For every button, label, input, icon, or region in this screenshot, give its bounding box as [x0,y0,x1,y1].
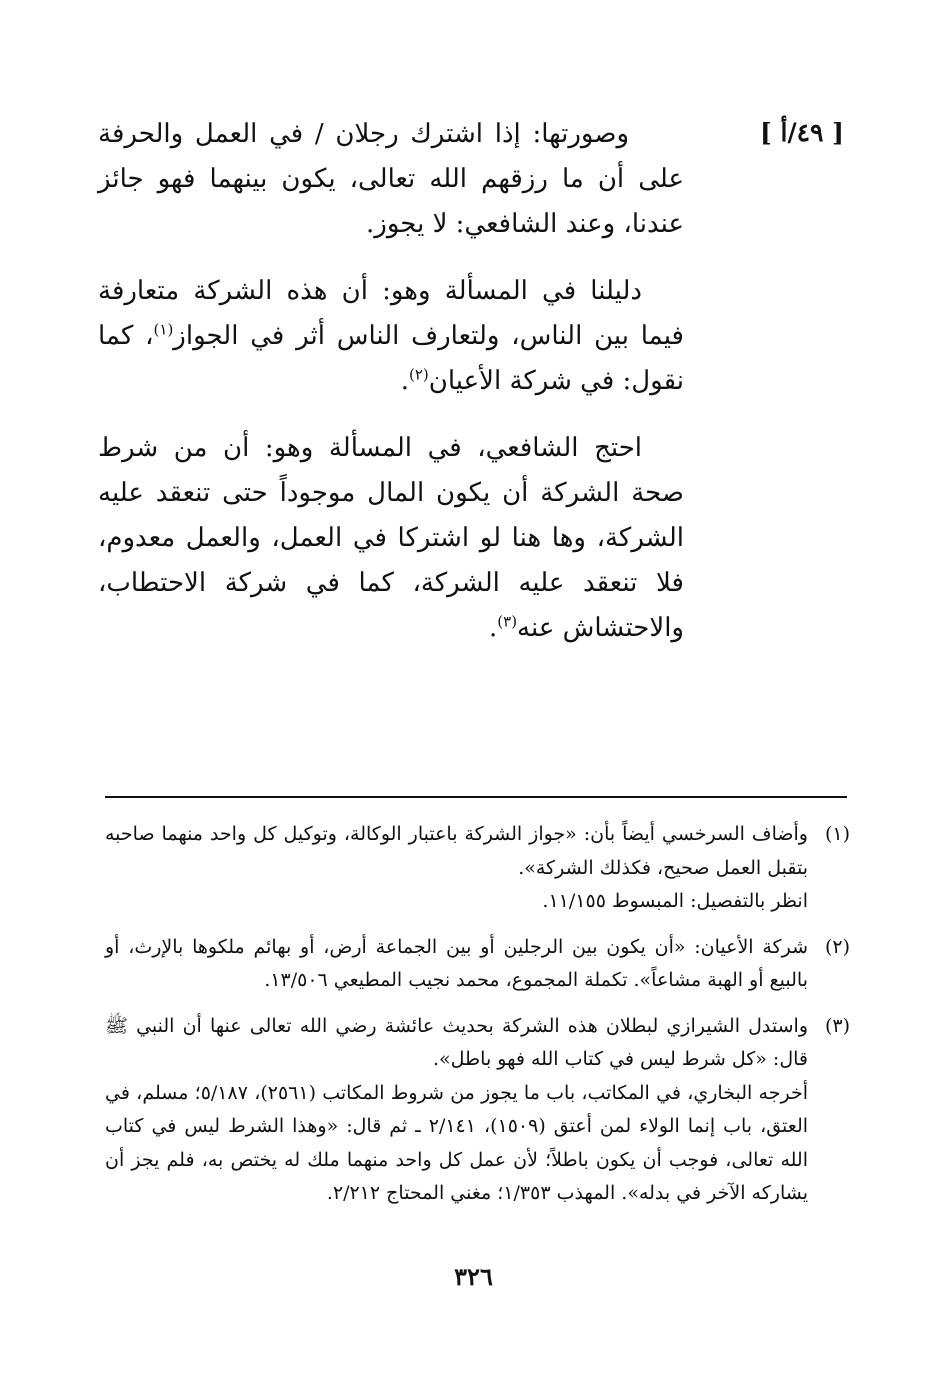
footnote-line: واستدل الشيرازي لبطلان هذه الشركة بحديث عائشة رضي الله تعالى عنها أن النبي ﷺ قال: «كل شرط ليس في كتاب الله فهو باطل». [105,1014,808,1070]
paragraph-our-evidence [98,269,684,404]
paragraph-definition-text: وصورتها: إذا اشترك رجلان / في العمل والحرفة على أن ما رزقهم الله تعالى، يكون بينهما فهو جائز عندنا، وعند الشافعي: لا يجوز. [98,119,684,239]
manuscript-folio-reference: [ ٤٩/أ ] [759,118,844,147]
footnote-3 [105,1010,850,1211]
paragraph-shafii-argument-text-1: احتج الشافعي، في المسألة وهو: أن من شرط صحة الشركة أن يكون المال موجوداً حتى تنعقد عليه الشركة، وها هنا لو اشتركا في العمل، والعمل معدوم، فلا تنعقد عليه الشركة، كما في شركة الاحتطاب، والاحتشاش عنه [98,433,684,643]
footnotes-section [105,818,850,1223]
footnote-line: أخرجه البخاري، في المكاتب، باب ما يجوز من شروط المكاتب (٢٥٦١)، ٥/١٨٧؛ مسلم، في العتق، باب إنما الولاء لمن أعتق (١٥٠٩)، ٢/١٤١ ـ ثم قال: «وهذا الشرط ليس في كتاب الله تعالى، فوجب أن يكون باطلاً؛ لأن عمل كل واحد منهما ملك له يختص به، فلم يجز أن يشاركه الآخر في بدله». المهذب ١/٣٥٣؛ مغني المحتاج ٢/٢١٢. [105,1081,809,1204]
footnote-number: (١) [824,823,850,845]
footnote-number: (٢) [824,935,850,958]
footnote-divider [105,796,847,798]
paragraph-shafii-argument [98,426,684,651]
footnote-number: (٣) [824,1014,850,1037]
footnote-body [105,818,808,919]
paragraph-definition [98,112,684,247]
paragraph-our-evidence-text-3: . [400,366,409,396]
footnote-line: انظر بالتفصيل: المبسوط ١١/١٥٥. [542,890,808,912]
main-text-body [98,112,684,673]
footnote-2 [105,931,850,998]
paragraph-shafii-argument-text-2: . [489,613,498,643]
paragraph-our-evidence-text-1: دليلنا في المسألة وهو: أن هذه الشركة متعارفة فيما بين الناس، ولتعارف الناس أثر في الجواز [98,276,684,351]
footnote-ref-3[interactable]: (٣) [497,612,518,631]
page-number: ٣٢٦ [454,1262,493,1291]
footnote-body [105,931,808,998]
footnote-ref-2[interactable]: (٢) [408,365,429,384]
footnote-body [105,1010,808,1211]
footnote-line: شركة الأعيان: «أن يكون بين الرجلين أو بين الجماعة أرض، أو بهائم ملكوها بالإرث، أو بالبيع أو الهبة مشاعاً». تكملة المجموع، محمد نجيب المطيعي ١٣/٥٠٦. [105,935,808,991]
footnote-ref-1[interactable]: (١) [153,320,174,339]
footnote-line: وأضاف السرخسي أيضاً بأن: «جواز الشركة باعتبار الوكالة، وتوكيل كل واحد منهما صاحبه بتقبل العمل صحيح، فكذلك الشركة». [105,823,808,879]
footnote-1 [105,818,850,919]
paragraph-our-evidence-text-2: ، كما نقول: في شركة الأعيان [98,321,684,396]
